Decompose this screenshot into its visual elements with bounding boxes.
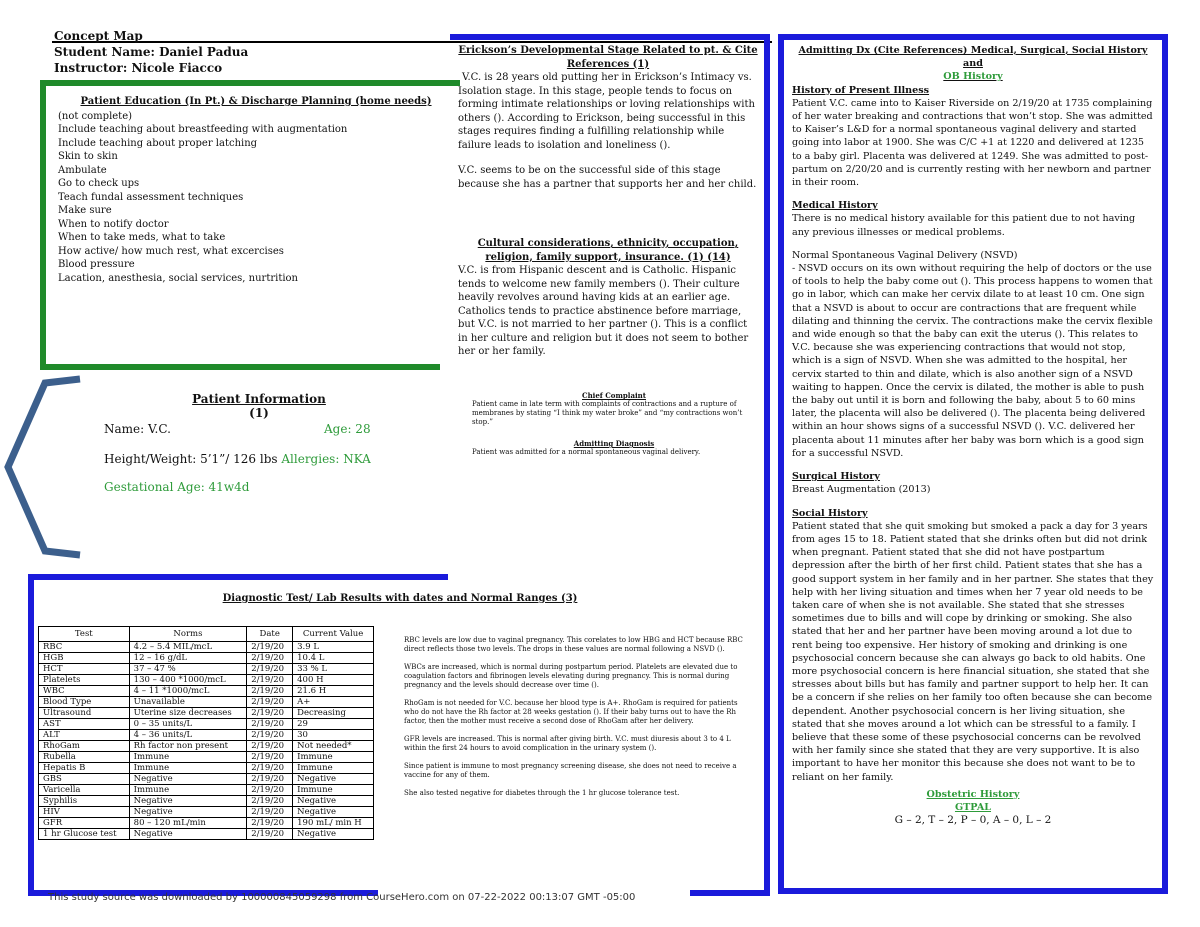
- table-cell: Negative: [293, 807, 374, 818]
- gtpal-values: G – 2, T – 2, P – 0, A – 0, L – 2: [894, 814, 1052, 827]
- table-cell: Immune: [293, 763, 374, 774]
- table-row: [39, 730, 374, 741]
- header: [54, 28, 248, 76]
- admitting-heading: [792, 44, 1154, 84]
- table-cell: 2/19/20: [247, 829, 293, 840]
- ob-history-heading: OB History: [943, 71, 1003, 83]
- table-row: [39, 741, 374, 752]
- table-cell: 2/19/20: [247, 642, 293, 653]
- lab-column-header: Norms: [129, 627, 247, 642]
- table-cell: 2/19/20: [247, 741, 293, 752]
- table-row: [39, 807, 374, 818]
- education-item: Blood pressure: [58, 259, 135, 270]
- table-cell: 10.4 L: [293, 653, 374, 664]
- table-cell: Negative: [129, 774, 247, 785]
- table-cell: HCT: [39, 664, 130, 675]
- table-cell: 80 – 120 mL/min: [129, 818, 247, 829]
- education-item: (not complete): [58, 110, 133, 122]
- education-item: How active/ how much rest, what excercises: [58, 245, 284, 257]
- table-row: [39, 664, 374, 675]
- table-row: [39, 708, 374, 719]
- table-cell: 4 – 11 *1000/mcL: [129, 686, 247, 697]
- table-cell: 2/19/20: [247, 752, 293, 763]
- table-cell: Negative: [293, 829, 374, 840]
- erickson-paragraph-2: V.C. seems to be on the successful side of this stage because she has a partner that supports her and her child.: [458, 165, 757, 190]
- table-cell: Hepatis B: [39, 763, 130, 774]
- student-name: Student Name: Daniel Padua: [54, 45, 249, 59]
- medical-history-body: There is no medical history available for this patient due to not having any previous illnesses or medical problems.: [792, 213, 1136, 238]
- education-item: Go to check ups: [58, 178, 140, 189]
- table-cell: AST: [39, 719, 130, 730]
- nsvd-body: - NSVD occurs on its own without requiring the help of doctors or the use of tools to help the baby come out (). This process happens to women that go in labor, which can make her cervix dilate to at least 10 cm. One sign that a NSVD is about to occur are contractions that are frequent while dilating and thinning the cervix. The contractions make the cervix flexible and wide enough so that the baby can exit the uterus (). This relates to V.C. because she was experiencing contractions that would not stop, which is a sign of NSVD. When she was admitted to the hospital, her cervix started to thin and dilate, which is also another sign of a NSVD waiting to happen. Once the cervix is dilated, the mother is able to push the baby out until it is born and following the baby, about 5 to 60 mins later, the placenta will also be delivered (). The placenta being delivered within an hour shows signs of a successful NSVD (). V.C. delivered her placenta about 11 minutes after her baby was born which is a good sign for a successful NSVD.: [792, 263, 1153, 459]
- lab-column-header: Test: [39, 627, 130, 642]
- patient-age: Age: 28: [324, 422, 371, 436]
- hpi-heading: History of Present Illness: [792, 84, 930, 96]
- lab-note: GFR levels are increased. This is normal after giving birth. V.C. must diuresis about 3 to 4 L within the first 24 hours to avoid complication in the urinary system ().: [404, 735, 731, 752]
- instructor-name: Instructor: Nicole Fiacco: [54, 61, 223, 75]
- table-row: [39, 686, 374, 697]
- chief-complaint-heading: Chief Complaint: [582, 391, 646, 400]
- diagnostics-bracket-top: [28, 574, 448, 580]
- table-cell: 190 mL/ min H: [293, 818, 374, 829]
- right-frame-top: [778, 34, 1168, 40]
- social-history-body: Patient stated that she quit smoking but smoked a pack a day for 3 years from ages 15 to 18. Patient stated that she drinks often but did not drink when pregnant. Patient stated that she did not have postpartum depression after the birth of her first child. Patient states that she has a good support system in her family and in her partner. She states that they help with her living situation and times when her 7 year old needs to be taken care of when she is not available. She stated that she stresses sometimes due to bills and will cope by drinking or smoking. She also stated that her and her partner have been moving around a lot due to rent being too expensive. Her history of smoking and drinking is one psychosocial concern because she can always go back to old habits. One more psychosocial concern is here financial situation, she stated that she stresses about bills but has family and partner support to help her. It can be a concern if she relies on her family too often because she can become dependent. Another psychosocial concern is her living situation, she stated that she moves around a lot which can be stressful to a family. I believe that these some of these psychosocial concerns can be revolved with her family since she stated that they are very supportive. It is also important to have her monitor this because she does not want to be to reliant on her family.: [792, 520, 1154, 783]
- lab-notes: [404, 636, 744, 807]
- height-weight: Height/Weight: 5’1”/ 126 lbs: [104, 452, 278, 466]
- education-item: Include teaching about proper latching: [58, 137, 258, 149]
- chief-complaint-body: Patient came in late term with complaints of contractions and a rupture of membranes by stating “I think my water broke” and “my contractions won’t stop.”: [472, 400, 743, 426]
- lab-note: RBC levels are low due to vaginal pregnancy. This corelates to low HBG and HCT because RBC direct reflects those two levels. The drops in these values are normal following a NSVD ().: [404, 636, 743, 653]
- table-row: [39, 829, 374, 840]
- surgical-history-body: Breast Augmentation (2013): [792, 484, 931, 496]
- education-item: Lacation, anesthesia, social services, nurtrition: [58, 272, 298, 284]
- erickson-paragraph-1: V.C. is 28 years old putting her in Erickson’s Intimacy vs. Isolation stage. In this stage, people tends to focus on forming intimate relationships or loving relationships with others (). According to Erickson, being successful in this stages requires finding a fulfilling relationship while failure leads to isolation and loneliness ().: [458, 72, 755, 151]
- table-cell: 130 – 400 *1000/mcL: [129, 675, 247, 686]
- table-cell: Immune: [129, 785, 247, 796]
- surgical-history-heading: Surgical History: [792, 471, 880, 483]
- education-bracket-bottom: [40, 364, 440, 370]
- diagnostics-heading: Diagnostic Test/ Lab Results with dates and Normal Ranges (3): [222, 593, 578, 604]
- right-frame-right: [1162, 34, 1168, 894]
- education-item: Include teaching about breastfeeding with augmentation: [58, 124, 348, 135]
- patient-info-chevron: [0, 375, 95, 560]
- lab-column-header: Date: [247, 627, 293, 642]
- table-row: [39, 785, 374, 796]
- lab-table-header: [39, 627, 374, 642]
- lab-table: [38, 626, 374, 840]
- table-cell: 2/19/20: [247, 730, 293, 741]
- table-cell: Rubella: [39, 752, 130, 763]
- table-cell: 2/19/20: [247, 774, 293, 785]
- table-cell: 2/19/20: [247, 697, 293, 708]
- chief-complaint-section: [472, 391, 756, 457]
- table-cell: 2/19/20: [247, 686, 293, 697]
- lab-note: RhoGam is not needed for V.C. because her blood type is A+. RhoGam is required for patients who do not have the Rh factor at 28 weeks gestation (). If their baby turns out to have the Rh factor, then the mother must receive a second dose of RhoGam after her delivery.: [404, 699, 738, 725]
- right-frame-bottom: [778, 888, 1168, 894]
- table-cell: 4 – 36 units/L: [129, 730, 247, 741]
- table-cell: 0 – 35 units/L: [129, 719, 247, 730]
- education-section: [58, 95, 448, 285]
- erickson-section: [458, 44, 758, 203]
- patient-name: Name: V.C.: [104, 422, 171, 436]
- patient-info-section: [104, 392, 384, 494]
- hpi-body: Patient V.C. came into to Kaiser Riverside on 2/19/20 at 1735 complaining of her water breaking and contractions that won’t stop. She was admitted to Kaiser’s L&D for a normal spontaneous vaginal delivery and started going into labor at 1900. She was C/C +1 at 1220 and delivered at 1235 to a baby girl. Placenta was delivered at 1249. She was admitted to post-partum on 2/20/20 and is currently resting with her newborn and partner in their room.: [792, 97, 1153, 189]
- education-item: When to notify doctor: [58, 218, 169, 230]
- table-row: [39, 653, 374, 664]
- table-cell: WBC: [39, 686, 130, 697]
- patient-info-heading: Patient Information: [192, 392, 326, 406]
- diagnostics-bracket-left: [28, 574, 34, 896]
- table-cell: HIV: [39, 807, 130, 818]
- table-cell: Unavailable: [129, 697, 247, 708]
- table-cell: Platelets: [39, 675, 130, 686]
- table-cell: 2/19/20: [247, 796, 293, 807]
- table-cell: Negative: [129, 807, 247, 818]
- table-cell: 37 – 47 %: [129, 664, 247, 675]
- table-cell: A+: [293, 697, 374, 708]
- medical-history-heading: Medical History: [792, 200, 878, 212]
- table-cell: 30: [293, 730, 374, 741]
- table-cell: 2/19/20: [247, 818, 293, 829]
- table-cell: 21.6 H: [293, 686, 374, 697]
- table-cell: 2/19/20: [247, 664, 293, 675]
- table-row: [39, 818, 374, 829]
- table-cell: 1 hr Glucose test: [39, 829, 130, 840]
- download-watermark: This study source was downloaded by 100000845059298 from CourseHero.com on 07-22-2022 00:13:07 GMT -05:00: [48, 892, 636, 903]
- table-cell: Negative: [293, 774, 374, 785]
- table-cell: HGB: [39, 653, 130, 664]
- patient-info-ref: (1): [249, 406, 269, 420]
- table-cell: RhoGam: [39, 741, 130, 752]
- middle-bracket-top: [450, 34, 770, 40]
- table-cell: Immune: [293, 785, 374, 796]
- cultural-heading: Cultural considerations, ethnicity, occupation, religion, family support, insurance. (1) (14): [477, 238, 739, 263]
- table-cell: 2/19/20: [247, 807, 293, 818]
- table-cell: Immune: [129, 752, 247, 763]
- table-cell: 2/19/20: [247, 708, 293, 719]
- education-item: Ambulate: [58, 164, 107, 176]
- lab-table-body: [39, 642, 374, 840]
- table-cell: 33 % L: [293, 664, 374, 675]
- education-item: Skin to skin: [58, 151, 118, 162]
- table-cell: Uterine size decreases: [129, 708, 247, 719]
- gtpal-heading: GTPAL: [954, 801, 992, 813]
- table-cell: Blood Type: [39, 697, 130, 708]
- admitting-diagnosis-heading: Admitting Diagnosis: [573, 439, 655, 448]
- table-cell: Decreasing: [293, 708, 374, 719]
- table-row: [39, 675, 374, 686]
- education-heading: Patient Education (In Pt.) & Discharge Planning (home needs): [80, 96, 432, 107]
- table-row: [39, 697, 374, 708]
- cultural-section: [458, 237, 758, 359]
- table-cell: 2/19/20: [247, 763, 293, 774]
- admitting-section: [792, 44, 1154, 827]
- table-cell: Rh factor non present: [129, 741, 247, 752]
- table-cell: RBC: [39, 642, 130, 653]
- table-cell: Immune: [129, 763, 247, 774]
- table-cell: Varicella: [39, 785, 130, 796]
- obstetric-history-heading: Obstetric History: [926, 788, 1020, 800]
- table-cell: 29: [293, 719, 374, 730]
- table-cell: ALT: [39, 730, 130, 741]
- table-cell: GBS: [39, 774, 130, 785]
- table-cell: Immune: [293, 752, 374, 763]
- lab-note: Since patient is immune to most pregnancy screening disease, she does not need to receive a vaccine for any of them.: [404, 762, 737, 779]
- table-cell: 2/19/20: [247, 785, 293, 796]
- table-cell: 4.2 – 5.4 MIL/mcL: [129, 642, 247, 653]
- lab-note: She also tested negative for diabetes through the 1 hr glucose tolerance test.: [404, 789, 680, 797]
- table-row: [39, 774, 374, 785]
- table-cell: Negative: [293, 796, 374, 807]
- education-item: Make sure: [58, 205, 112, 216]
- table-cell: Syphilis: [39, 796, 130, 807]
- table-cell: Negative: [129, 796, 247, 807]
- middle-bracket-right: [764, 34, 770, 896]
- admitting-diagnosis-body: Patient was admitted for a normal spontaneous vaginal delivery.: [472, 448, 701, 456]
- table-cell: 12 – 16 g/dL: [129, 653, 247, 664]
- table-cell: 2/19/20: [247, 719, 293, 730]
- table-cell: 3.9 L: [293, 642, 374, 653]
- table-cell: 400 H: [293, 675, 374, 686]
- social-history-heading: Social History: [792, 507, 868, 519]
- middle-bracket-bottom: [690, 890, 770, 896]
- table-cell: 2/19/20: [247, 653, 293, 664]
- table-cell: Negative: [129, 829, 247, 840]
- table-row: [39, 763, 374, 774]
- table-cell: Not needed*: [293, 741, 374, 752]
- education-item: When to take meds, what to take: [58, 232, 226, 243]
- right-frame-left: [778, 34, 784, 894]
- table-row: [39, 752, 374, 763]
- allergies: Allergies: NKA: [281, 452, 371, 466]
- education-bracket-left: [40, 80, 46, 370]
- table-cell: Ultrasound: [39, 708, 130, 719]
- cultural-body: V.C. is from Hispanic descent and is Catholic. Hispanic tends to welcome new family members (). Their culture heavily revolves around having kids at an earlier age. Catholics tends to practice abstinence before marriage, but V.C. is not married to her partner (). This is a conflict in her culture and religion but it does not seem to bother her or her family.: [458, 265, 749, 357]
- education-item: Teach fundal assessment techniques: [58, 191, 244, 203]
- table-row: [39, 719, 374, 730]
- page-title: Concept Map: [54, 29, 143, 43]
- table-cell: GFR: [39, 818, 130, 829]
- gestational-age: Gestational Age: 41w4d: [104, 480, 250, 494]
- education-list: [58, 110, 448, 286]
- patient-name-row: [104, 422, 384, 438]
- lab-note: WBCs are increased, which is normal during postpartum period. Platelets are elevated due to coagulation factors and fibrinogen levels elevating during pregnancy. This is normal during pregnancy and the levels should decrease over time ().: [404, 663, 738, 689]
- admitting-heading-text: Admitting Dx (Cite References) Medical, Surgical, Social History and: [798, 45, 1148, 70]
- education-bracket-top: [40, 80, 460, 86]
- erickson-heading: Erickson’s Developmental Stage Related to pt. & Cite References (1): [458, 45, 758, 70]
- table-row: [39, 642, 374, 653]
- lab-column-header: Current Value: [293, 627, 374, 642]
- table-row: [39, 796, 374, 807]
- patient-hw-row: [104, 452, 384, 466]
- nsvd-heading: Normal Spontaneous Vaginal Delivery (NSVD): [792, 249, 1018, 261]
- table-cell: 2/19/20: [247, 675, 293, 686]
